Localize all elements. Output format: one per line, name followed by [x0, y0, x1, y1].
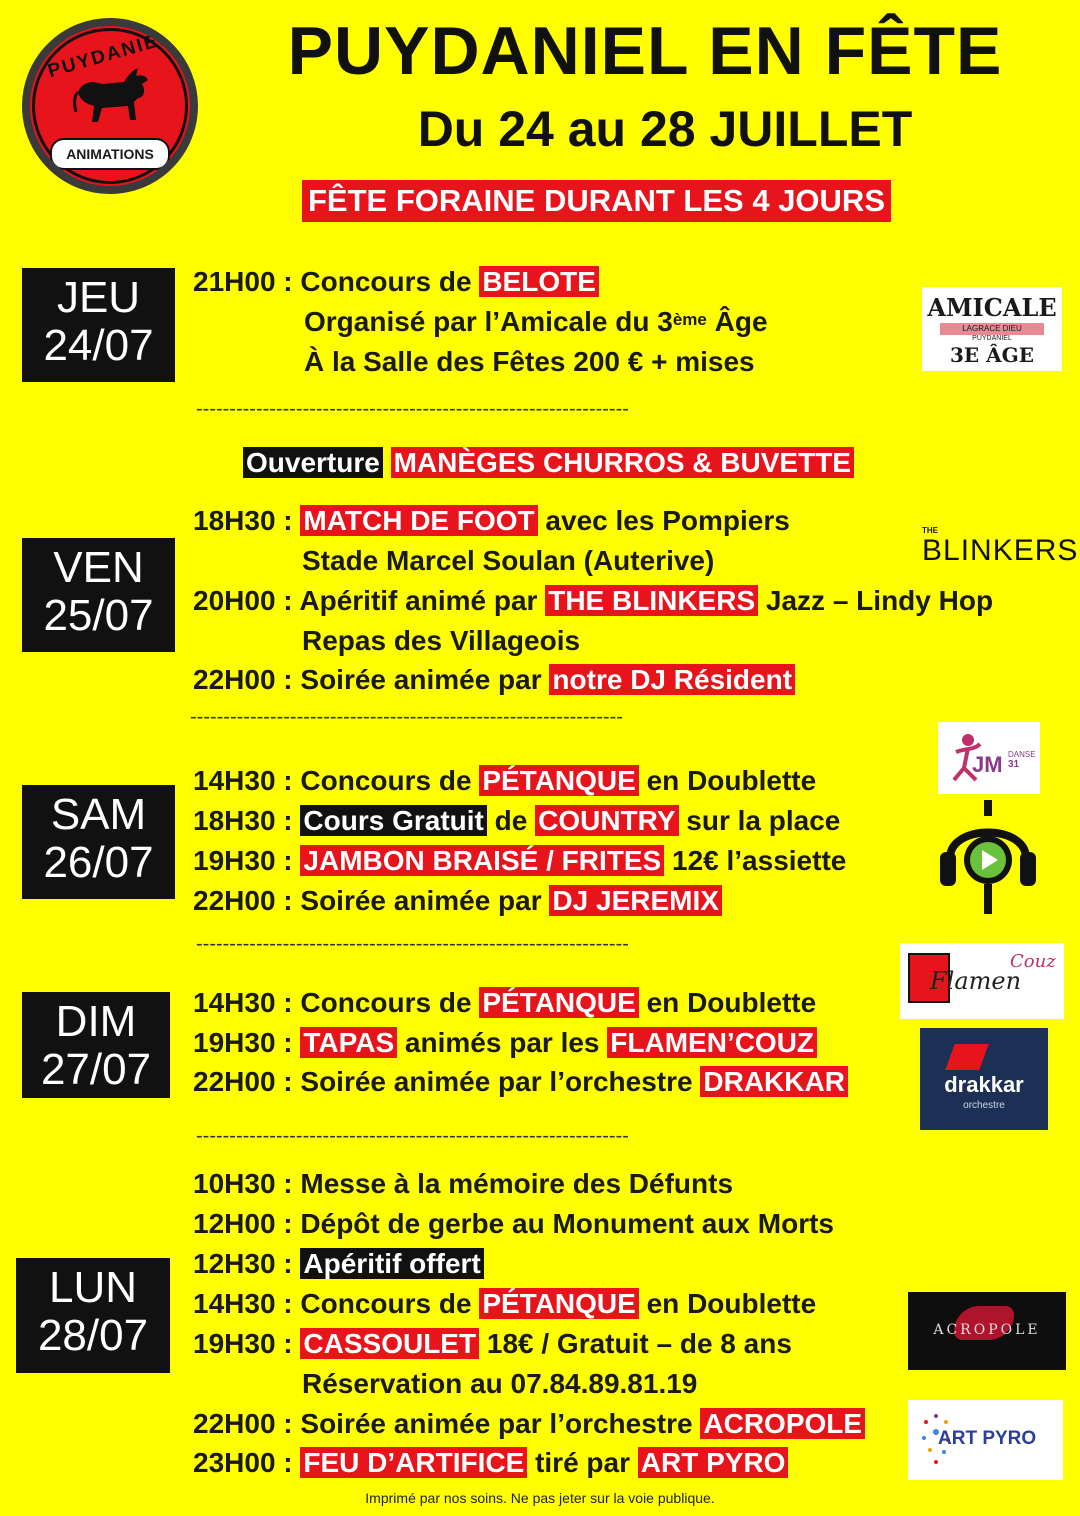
text: Organisé par l’Amicale du 3 [304, 306, 673, 337]
text: tiré par [527, 1447, 638, 1478]
day-name: VEN [53, 543, 144, 592]
dimanche-line-3 [193, 1064, 848, 1100]
blinkers-logo [922, 526, 1079, 576]
page-title: PUYDANIEL EN FÊTE [287, 13, 1003, 89]
drakkar-text: drakkar [944, 1072, 1024, 1097]
text: de [486, 805, 536, 836]
headphones-play-icon [936, 796, 1040, 918]
day-name: SAM [50, 790, 147, 839]
bull-icon [72, 62, 152, 134]
text-end: en Doublette [638, 987, 817, 1018]
text: Dépôt de gerbe au Monument aux Morts [300, 1208, 835, 1239]
separator-4: ----------------------------------------------------------------- [196, 1125, 629, 1147]
drakkar-mark [945, 1044, 988, 1070]
lundi-line-7 [193, 1406, 865, 1442]
tag-jambon: JAMBON BRAISÉ / FRITES [300, 845, 664, 876]
dimanche-line-2 [193, 1025, 817, 1061]
text: Concours de [300, 987, 472, 1018]
text: Messe à la mémoire des Défunts [300, 1168, 734, 1199]
vendredi-line-1 [193, 503, 790, 539]
aperitif-offert-label: Apéritif offert [300, 1248, 483, 1279]
dimanche-line-1 [193, 985, 816, 1021]
day-date: 27/07 [40, 1045, 152, 1094]
separator-1: ----------------------------------------------------------------- [196, 398, 629, 420]
jeudi-line-2 [304, 304, 768, 340]
time: 14H30 : [193, 765, 293, 796]
vendredi-line-5 [193, 662, 795, 698]
day-name: JEU [56, 273, 141, 322]
time: 18H30 : [193, 805, 293, 836]
day-date: 26/07 [43, 838, 154, 887]
time: 22H00 : [193, 1408, 293, 1439]
text: Soirée animée par l’orchestre [300, 1408, 693, 1439]
art-pyro-logo [908, 1400, 1063, 1480]
samedi-line-1 [193, 763, 816, 799]
tag-cassoulet: CASSOULET [300, 1328, 479, 1359]
time: 22H00 : [193, 664, 293, 695]
tag-art-pyro: ART PYRO [638, 1447, 789, 1478]
tag-flamencouz: FLAMEN’COUZ [607, 1027, 817, 1058]
separator-3: ----------------------------------------------------------------- [196, 933, 629, 955]
amicale-age: 3E ÂGE [950, 343, 1034, 367]
separator-2: ----------------------------------------------------------------- [190, 706, 623, 728]
day-date: 28/07 [37, 1311, 149, 1360]
time: 19H30 : [193, 1328, 293, 1359]
time: 20H00 : [193, 585, 293, 616]
text: Concours de [300, 1288, 472, 1319]
text-end: Jazz – Lindy Hop [758, 585, 994, 616]
day-box-vendredi [22, 538, 175, 652]
samedi-line-3 [193, 843, 846, 879]
day-box-jeudi [22, 268, 175, 382]
tag-tapas: TAPAS [300, 1027, 397, 1058]
time: 19H30 : [193, 845, 293, 876]
amicale-3e-age-logo [922, 287, 1062, 371]
text-end: sur la place [678, 805, 841, 836]
lundi-line-3 [193, 1246, 484, 1282]
time: 22H00 : [193, 885, 293, 916]
vendredi-line-2: Stade Marcel Soulan (Auterive) [302, 545, 715, 576]
tag-petanque: PÉTANQUE [479, 1288, 639, 1319]
logo-title: PUYDANIEL [45, 26, 175, 83]
lundi-line-6: Réservation au 07.84.89.81.19 [302, 1368, 698, 1399]
day-box-lundi [16, 1258, 170, 1373]
time: 14H30 : [193, 1288, 293, 1319]
time: 18H30 : [193, 505, 293, 536]
flamen-text: Flamen [930, 967, 1022, 995]
puydaniel-animations-logo [22, 18, 198, 194]
cours-gratuit-label: Cours Gratuit [300, 805, 486, 836]
lundi-line-2 [193, 1206, 834, 1242]
tag-country: COUNTRY [535, 805, 678, 836]
drakkar-sub: orchestre [963, 1100, 1005, 1111]
acropole-text: ACROPOLE [933, 1322, 1041, 1338]
tag-feu-artifice: FEU D’ARTIFICE [300, 1447, 527, 1478]
samedi-line-2 [193, 803, 840, 839]
day-box-dimanche [22, 992, 170, 1098]
text: avec les Pompiers [537, 505, 790, 536]
text: Concours de [300, 266, 472, 297]
jm-danse-31-logo [938, 722, 1040, 794]
couz-text: Couz [1010, 951, 1056, 972]
jm-sub2: 31 [1008, 759, 1020, 770]
jm-sub1: DANSE [1008, 750, 1036, 759]
lundi-line-5 [193, 1326, 792, 1362]
tag-dj-resident: notre DJ Résident [549, 664, 795, 695]
lundi-line-1 [193, 1166, 733, 1202]
tag-dj-jeremix: DJ JEREMIX [549, 885, 722, 916]
lundi-line-8 [193, 1445, 788, 1481]
jm-letters: JM [972, 752, 1003, 777]
time: 12H30 : [193, 1248, 293, 1279]
day-box-samedi [22, 785, 175, 899]
text: Soirée animée par l’orchestre [300, 1066, 693, 1097]
lundi-line-4 [193, 1286, 816, 1322]
day-date: 25/07 [43, 591, 154, 640]
tag-acropole: ACROPOLE [700, 1408, 865, 1439]
ouverture-line [243, 445, 854, 481]
fete-foraine-banner: FÊTE FORAINE DURANT LES 4 JOURS [302, 180, 891, 222]
footer-notice: Imprimé par nos soins. Ne pas jeter sur la voie publique. [365, 1490, 715, 1506]
drakkar-logo [920, 1028, 1048, 1130]
text: Soirée animée par [300, 664, 542, 695]
art-pyro-text: ART PYRO [938, 1428, 1037, 1449]
time: 12H00 : [193, 1208, 293, 1239]
text-end: 12€ l’assiette [664, 845, 847, 876]
samedi-line-4 [193, 883, 722, 919]
tag-petanque: PÉTANQUE [479, 765, 639, 796]
amicale-sub: LAGRACE DIEU [940, 323, 1044, 335]
time: 14H30 : [193, 987, 293, 1018]
text-end: 18€ / Gratuit – de 8 ans [479, 1328, 792, 1359]
jeudi-line-1 [193, 264, 599, 300]
blinkers-small: THE [922, 526, 938, 535]
text-end: en Doublette [638, 765, 817, 796]
text: Apéritif animé par [299, 585, 538, 616]
blinkers-main: BLINKERS [922, 534, 1079, 567]
time: 10H30 : [193, 1168, 293, 1199]
vendredi-line-3 [193, 583, 993, 619]
text: Soirée animée par [300, 885, 542, 916]
amicale-title: AMICALE [927, 293, 1057, 322]
text-end: en Doublette [638, 1288, 817, 1319]
time: 22H00 : [193, 1066, 293, 1097]
tag-maneges: MANÈGES CHURROS & BUVETTE [391, 447, 854, 478]
tag-belote: BELOTE [479, 266, 599, 297]
logo-subtitle: ANIMATIONS [50, 138, 170, 170]
day-date: 24/07 [43, 321, 154, 370]
amicale-sub2: PUYDANIEL [972, 335, 1012, 342]
tag-blinkers: THE BLINKERS [545, 585, 758, 616]
day-name: DIM [55, 997, 137, 1046]
superscript: ème [672, 310, 707, 329]
tag-petanque: PÉTANQUE [479, 987, 639, 1018]
time: 21H00 : [193, 266, 293, 297]
ouverture-label: Ouverture [243, 447, 383, 478]
time: 23H00 : [193, 1447, 293, 1478]
event-dates: Du 24 au 28 JUILLET [417, 101, 913, 157]
flamencouz-logo [900, 943, 1064, 1019]
acropole-logo [908, 1292, 1066, 1370]
text: animés par les [397, 1027, 608, 1058]
jeudi-line-3: À la Salle des Fêtes 200 € + mises [304, 346, 755, 377]
tag-match-foot: MATCH DE FOOT [300, 505, 537, 536]
text: Concours de [300, 765, 472, 796]
tag-drakkar: DRAKKAR [700, 1066, 848, 1097]
vendredi-line-4: Repas des Villageois [302, 625, 581, 656]
day-name: LUN [48, 1263, 138, 1312]
text-end: Âge [706, 306, 768, 337]
time: 19H30 : [193, 1027, 293, 1058]
